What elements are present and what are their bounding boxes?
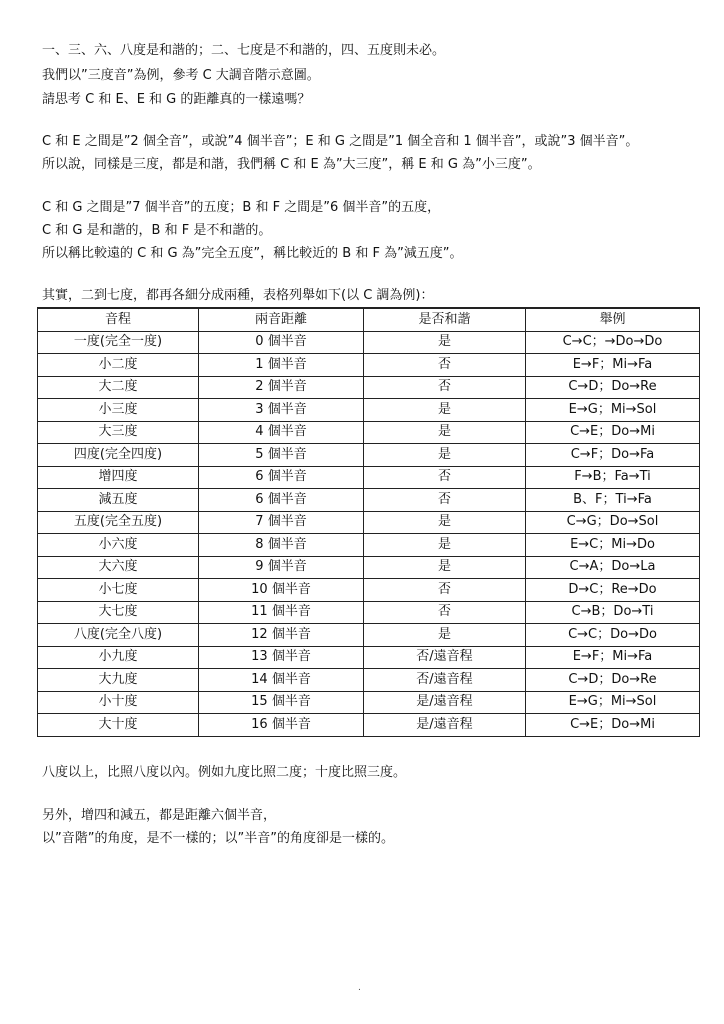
cell-consonance: 是 <box>364 421 526 444</box>
cell-consonance: 否 <box>364 579 526 602</box>
cell-consonance: 否 <box>364 466 526 489</box>
cell-distance: 13 個半音 <box>199 646 364 669</box>
table-row <box>38 421 700 444</box>
cell-interval: 減五度 <box>38 489 199 512</box>
cell-interval: 大九度 <box>38 669 199 692</box>
cell-interval: 小九度 <box>38 646 199 669</box>
cell-distance: 0 個半音 <box>199 331 364 354</box>
table-row <box>38 511 700 534</box>
cell-example: C→E；Do→Mi <box>526 421 700 444</box>
cell-example: D→C；Re→Do <box>526 579 700 602</box>
cell-consonance: 否 <box>364 376 526 399</box>
table-row <box>38 624 700 647</box>
cell-example: E→G；Mi→Sol <box>526 399 700 422</box>
table-header-row <box>38 308 700 331</box>
cell-consonance: 是 <box>364 399 526 422</box>
cell-interval: 四度(完全四度) <box>38 444 199 467</box>
table-row <box>38 354 700 377</box>
cell-interval: 八度(完全八度) <box>38 624 199 647</box>
cell-example: E→F；Mi→Fa <box>526 646 700 669</box>
table-row <box>38 579 700 602</box>
cell-example: C→F；Do→Fa <box>526 444 700 467</box>
cell-example: C→B；Do→Ti <box>526 601 700 624</box>
cell-interval: 小二度 <box>38 354 199 377</box>
cell-distance: 9 個半音 <box>199 556 364 579</box>
text-line: C 和 E 之間是”2 個全音”，或說”4 個半音”；E 和 G 之間是”1 個全音和 1 個半音”，或說”3 個半音”。 <box>42 134 639 149</box>
cell-consonance: 是 <box>364 556 526 579</box>
cell-consonance: 是/遠音程 <box>364 714 526 737</box>
text-line: 所以說，同樣是三度，都是和諧，我們稱 C 和 E 為”大三度”，稱 E 和 G 為”小三度”。 <box>42 157 541 172</box>
cell-example: C→D；Do→Re <box>526 669 700 692</box>
page-footer-mark: . <box>358 983 361 993</box>
table-row <box>38 691 700 714</box>
cell-distance: 1 個半音 <box>199 354 364 377</box>
table-row <box>38 534 700 557</box>
cell-distance: 6 個半音 <box>199 489 364 512</box>
cell-example: C→D；Do→Re <box>526 376 700 399</box>
cell-example: F→B；Fa→Ti <box>526 466 700 489</box>
cell-distance: 5 個半音 <box>199 444 364 467</box>
cell-example: C→C；→Do→Do <box>526 331 700 354</box>
text-line: 所以稱比較遠的 C 和 G 為”完全五度”，稱比較近的 B 和 F 為”減五度”。 <box>42 246 463 261</box>
cell-consonance: 是 <box>364 331 526 354</box>
table-row <box>38 556 700 579</box>
cell-distance: 11 個半音 <box>199 601 364 624</box>
cell-distance: 8 個半音 <box>199 534 364 557</box>
cell-consonance: 否/遠音程 <box>364 646 526 669</box>
cell-consonance: 否 <box>364 601 526 624</box>
cell-example: E→F；Mi→Fa <box>526 354 700 377</box>
table-row <box>38 331 700 354</box>
interval-table <box>37 307 700 737</box>
table-row <box>38 376 700 399</box>
table-row <box>38 489 700 512</box>
text-line: C 和 G 之間是”7 個半音”的五度；B 和 F 之間是”6 個半音”的五度， <box>42 200 441 215</box>
cell-interval: 小十度 <box>38 691 199 714</box>
cell-distance: 14 個半音 <box>199 669 364 692</box>
cell-consonance: 是 <box>364 511 526 534</box>
cell-distance: 16 個半音 <box>199 714 364 737</box>
cell-distance: 4 個半音 <box>199 421 364 444</box>
text-line: 以”音階”的角度，是不一樣的；以”半音”的角度卻是一樣的。 <box>42 831 394 846</box>
cell-example: B、F；Ti→Fa <box>526 489 700 512</box>
cell-example: C→E；Do→Mi <box>526 714 700 737</box>
table-row <box>38 399 700 422</box>
cell-consonance: 是 <box>364 624 526 647</box>
cell-interval: 一度(完全一度) <box>38 331 199 354</box>
table-row <box>38 714 700 737</box>
cell-example: C→A；Do→La <box>526 556 700 579</box>
cell-interval: 五度(完全五度) <box>38 511 199 534</box>
cell-interval: 小三度 <box>38 399 199 422</box>
cell-consonance: 否 <box>364 354 526 377</box>
text-line: 一、三、六、八度是和諧的；二、七度是不和諧的，四、五度則未必。 <box>42 43 446 58</box>
cell-distance: 15 個半音 <box>199 691 364 714</box>
header-interval: 音程 <box>38 308 199 331</box>
cell-example: C→G；Do→Sol <box>526 511 700 534</box>
cell-interval: 大七度 <box>38 601 199 624</box>
cell-example: E→G；Mi→Sol <box>526 691 700 714</box>
cell-interval: 大二度 <box>38 376 199 399</box>
cell-consonance: 否 <box>364 489 526 512</box>
text-line: C 和 G 是和諧的，B 和 F 是不和諧的。 <box>42 223 272 238</box>
cell-example: C→C；Do→Do <box>526 624 700 647</box>
table-body <box>38 331 700 736</box>
cell-distance: 3 個半音 <box>199 399 364 422</box>
text-line: 八度以上，比照八度以內。例如九度比照二度；十度比照三度。 <box>42 765 407 780</box>
cell-interval: 大六度 <box>38 556 199 579</box>
table-row <box>38 646 700 669</box>
cell-distance: 6 個半音 <box>199 466 364 489</box>
cell-interval: 大三度 <box>38 421 199 444</box>
cell-consonance: 是/遠音程 <box>364 691 526 714</box>
cell-consonance: 是 <box>364 444 526 467</box>
table-row <box>38 444 700 467</box>
header-example: 舉例 <box>526 308 700 331</box>
header-distance: 兩音距離 <box>199 308 364 331</box>
table-row <box>38 466 700 489</box>
table-row <box>38 601 700 624</box>
text-line: 我們以”三度音”為例，參考 C 大調音階示意圖。 <box>42 68 320 83</box>
table-intro: 其實，二到七度，都再各細分成兩種，表格列舉如下(以 C 調為例)： <box>42 288 434 303</box>
table-row <box>38 669 700 692</box>
cell-interval: 小六度 <box>38 534 199 557</box>
cell-distance: 2 個半音 <box>199 376 364 399</box>
cell-interval: 增四度 <box>38 466 199 489</box>
cell-consonance: 是 <box>364 534 526 557</box>
cell-distance: 7 個半音 <box>199 511 364 534</box>
cell-distance: 10 個半音 <box>199 579 364 602</box>
cell-interval: 小七度 <box>38 579 199 602</box>
cell-distance: 12 個半音 <box>199 624 364 647</box>
cell-interval: 大十度 <box>38 714 199 737</box>
text-line: 另外，增四和減五，都是距離六個半音， <box>42 808 277 823</box>
header-consonance: 是否和諧 <box>364 308 526 331</box>
cell-example: E→C；Mi→Do <box>526 534 700 557</box>
text-line: 請思考 C 和 E、E 和 G 的距離真的一樣遠嗎？ <box>42 92 311 107</box>
cell-consonance: 否/遠音程 <box>364 669 526 692</box>
